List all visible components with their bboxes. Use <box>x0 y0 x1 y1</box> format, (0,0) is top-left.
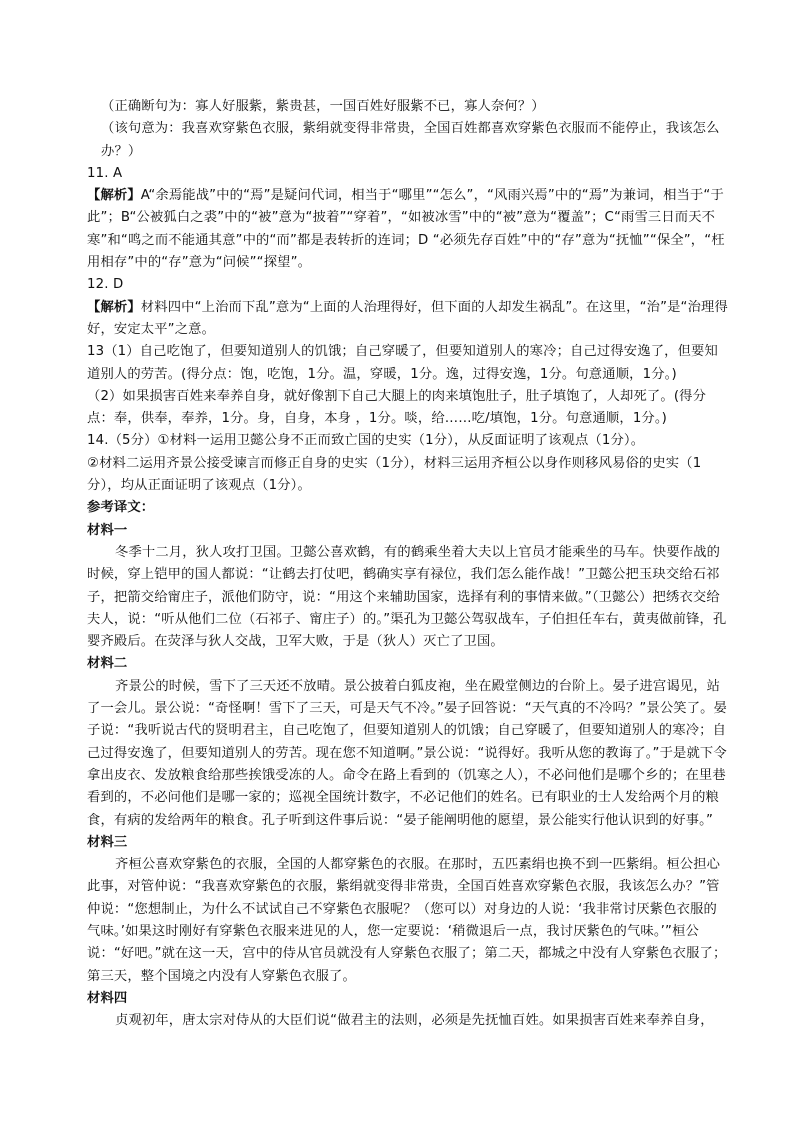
material-2-heading: 材料二 <box>87 656 128 672</box>
material-2-text: 齐景公的时候，雪下了三天还不放晴。景公披着白狐皮袍，坐在殿堂侧边的台阶上。晏子进宫谒见，站了一会儿。景公说：“奇怪啊！雪下了三天，可是天气不冷。”晏子回答说：“天气真的不冷吗？”景公笑了。晏子说：“我听说古代的贤明君主，自己吃饱了，但要知道别人的饥饿；自己穿暖了，但要知道别人的寒冷；自己过得安逸了，但要知道别人的劳苦。现在您不知道啊。”景公说：“说得好。我听从您的教诲了。”于是就下令拿出皮衣、发放粮食给那些挨饿受冻的人。命令在路上看到的（饥寒之人），不必问他们是哪个乡的；在里巷看到的，不必问他们是哪一家的；巡视全国统计数字，不必记他们的姓名。已有职业的士人发给两个月的粮食，有病的发给两年的粮食。孔子听到这件事后说：“晏子能阐明他的愿望，景公能实行他认识到的好事。” <box>87 678 728 828</box>
question-11-analysis <box>87 185 730 274</box>
question-13-part-2: （2）如果损害百姓来奉养自身，就好像割下自己大腿上的肉来填饱肚子，肚子填饱了，人却死了。(得分点：奉，供奉，奉养，1分。身，自身，本身 ，1分。啖，给……吃/填饱，1分。句意通顺，1分。) <box>87 388 707 427</box>
material-3-heading: 材料三 <box>87 834 128 850</box>
material-4-heading: 材料四 <box>87 990 128 1006</box>
question-14-point-2: ②材料二运用齐景公接受谏言而修正自身的史实（1分），材料三运用齐桓公以身作则移风易俗的史实（1分），均从正面证明了该观点（1分）。 <box>87 455 702 494</box>
material-3-text: 齐桓公喜欢穿紫色的衣服，全国的人都穿紫色的衣服。在那时，五匹素绢也换不到一匹紫绢。桓公担心此事，对管仲说：“我喜欢穿紫色的衣服，紫绢就变得非常贵，全国百姓喜欢穿紫色衣服，我该怎么办？”管仲说：“您想制止，为什么不试试自己不穿紫色衣服呢？（您可以）对身边的人说：‘我非常讨厌紫色衣服的气味。’如果这时刚好有穿紫色衣服来进见的人，您一定要说：‘稍微退后一点，我讨厌紫色的气味。’”桓公说：“好吧。”就在这一天，宫中的侍从官员就没有人穿紫色衣服了；第二天，都城之中没有人穿紫色衣服了；第三天，整个国境之内没有人穿紫色衣服了。 <box>87 857 727 984</box>
question-12-analysis-text: 材料四中“上治而下乱”意为“上面的人治理得好，但下面的人却发生祸乱”。在这里，“治”是“治理得好，安定太平”之意。 <box>87 299 728 337</box>
material-4-text: 贞观初年，唐太宗对侍从的大臣们说“做君主的法则，必须是先抚恤百姓。如果损害百姓来奉养自身， <box>115 1013 714 1029</box>
question-11-answer: 11. A <box>87 165 123 181</box>
sentence-meaning-note: （该句意为：我喜欢穿紫色衣服，紫绢就变得非常贵，全国百姓都喜欢穿紫色衣服而不能停止，我该怎么办？） <box>101 121 720 159</box>
question-12-analysis <box>87 297 730 342</box>
analysis-tag: 【解析】 <box>87 299 141 315</box>
question-12-answer: 12. D <box>87 277 124 293</box>
question-11-analysis-text: A“余焉能战”中的“焉”是疑问代词，相当于“哪里”“怎么”，“风雨兴焉”中的“焉”为兼词，相当于“于此”；B“公被狐白之裘”中的“被”意为“披着”“穿着”，“如被冰雪”中的“被”意为“覆盖”；C“雨雪三日而天不寒”和“鸣之而不能通其意”中的“而”都是表转折的连词；D “必须先存百姓”中的“存”意为“抚恤”“保全”，“枉用相存”中的“存”意为“问候”“探望”。 <box>87 188 725 271</box>
material-1-heading: 材料一 <box>87 522 128 538</box>
correct-punctuation-note: （正确断句为：寡人好服紫，紫贵甚，一国百姓好服紫不已，寡人奈何？） <box>101 99 545 114</box>
material-1-text: 冬季十二月，狄人攻打卫国。卫懿公喜欢鹤，有的鹤乘坐着大夫以上官员才能乘坐的马车。快要作战的时候，穿上铠甲的国人都说：“让鹤去打仗吧，鹤确实享有禄位，我们怎么能作战！”卫懿公把玉玦交给石祁子，把箭交给甯庄子，派他们防守，说：“用这个来辅助国家，选择有利的事情来做。”（卫懿公）把绣衣交给夫人，说：“听从他们二位（石祁子、甯庄子）的。”渠孔为卫懿公驾驭战车，子伯担任车右，黄夷做前锋，孔婴齐殿后。在荧泽与狄人交战，卫军大败，于是（狄人）灭亡了卫国。 <box>87 544 727 650</box>
question-14-point-1: 14.（5分）①材料一运用卫懿公身不正而致亡国的史实（1分），从反面证明了该观点（1分）。 <box>87 433 645 449</box>
analysis-tag: 【解析】 <box>87 188 141 204</box>
reference-translation-heading: 参考译文： <box>87 500 155 516</box>
question-13-part-1: 13（1）自己吃饱了，但要知道别人的饥饿；自己穿暖了，但要知道别人的寒冷；自己过得安逸了，但要知道别人的劳苦。(得分点：饱，吃饱，1分。温，穿暖，1分。逸，过得安逸，1分。句意通顺，1分。) <box>87 344 718 382</box>
